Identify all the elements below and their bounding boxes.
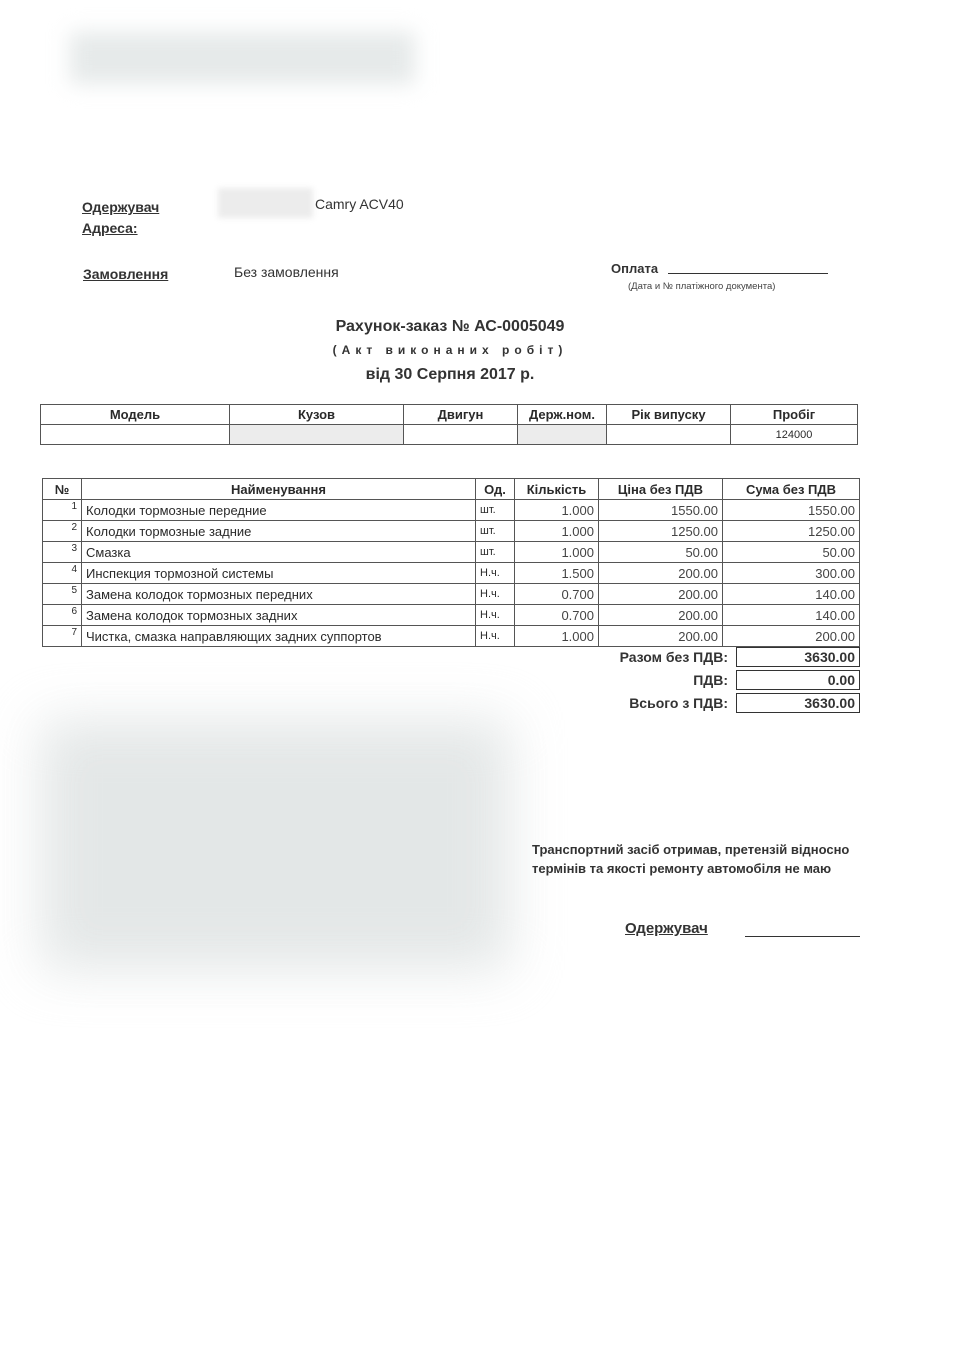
row-unit: шт.	[476, 521, 515, 542]
vehicle-header-plate: Держ.ном.	[518, 405, 607, 425]
vat-label: ПДВ:	[693, 672, 728, 688]
row-price: 1550.00	[599, 500, 723, 521]
row-unit: Н.ч.	[476, 584, 515, 605]
document-subtitle: (Акт виконаних робіт)	[332, 343, 568, 357]
document-title: Рахунок-заказ № АС-0005049	[335, 318, 565, 335]
row-number: 3	[43, 542, 82, 563]
order-value: Без замовлення	[234, 264, 339, 280]
row-sum: 50.00	[723, 542, 860, 563]
row-number: 4	[43, 563, 82, 584]
row-price: 50.00	[599, 542, 723, 563]
payment-line	[668, 273, 828, 274]
table-row	[43, 563, 860, 584]
vehicle-header-year: Рік випуску	[607, 405, 731, 425]
items-header-name: Найменування	[82, 479, 476, 500]
table-row	[43, 500, 860, 521]
redacted-header-block	[70, 32, 415, 84]
row-number: 1	[43, 500, 82, 521]
row-unit: Н.ч.	[476, 626, 515, 647]
recipient-label: Одержувач	[82, 199, 160, 215]
order-label: Замовлення	[83, 266, 169, 282]
row-sum: 140.00	[723, 605, 860, 626]
vehicle-year-cell	[607, 425, 731, 445]
row-name: Замена колодок тормозных передних	[82, 584, 476, 605]
row-price: 200.00	[599, 626, 723, 647]
items-header-number: №	[43, 479, 82, 500]
vehicle-header-engine: Двигун	[404, 405, 518, 425]
row-qty: 0.700	[515, 584, 599, 605]
vehicle-table	[40, 404, 858, 445]
row-number: 7	[43, 626, 82, 647]
vehicle-header-mileage: Пробіг	[731, 405, 858, 425]
vehicle-header-body: Кузов	[230, 405, 404, 425]
document-date: від 30 Серпня 2017 р.	[365, 366, 535, 383]
row-qty: 1.000	[515, 521, 599, 542]
total-label: Всього з ПДВ:	[629, 695, 728, 711]
table-row	[43, 521, 860, 542]
table-row	[43, 605, 860, 626]
items-table	[42, 478, 860, 647]
row-name: Смазка	[82, 542, 476, 563]
row-price: 200.00	[599, 605, 723, 626]
row-number: 2	[43, 521, 82, 542]
row-unit: шт.	[476, 500, 515, 521]
items-header-unit: Од.	[476, 479, 515, 500]
row-sum: 1550.00	[723, 500, 860, 521]
subtotal-value: 3630.00	[736, 647, 860, 667]
table-row	[43, 584, 860, 605]
row-price: 200.00	[599, 584, 723, 605]
row-unit: шт.	[476, 542, 515, 563]
signature-label: Одержувач	[625, 920, 708, 937]
acknowledgement-text: Транспортний засіб отримав, претензій відносно термінів та якості ремонту автомобіля не маю	[532, 842, 850, 876]
row-qty: 1.000	[515, 626, 599, 647]
row-number: 6	[43, 605, 82, 626]
total-value: 3630.00	[736, 693, 860, 713]
row-unit: Н.ч.	[476, 605, 515, 626]
row-qty: 1.000	[515, 500, 599, 521]
vat-value: 0.00	[736, 670, 860, 690]
row-price: 1250.00	[599, 521, 723, 542]
signature-line	[745, 936, 860, 937]
payment-note: (Дата и № платіжного документа)	[628, 281, 776, 292]
vehicle-body-cell	[230, 425, 404, 445]
row-sum: 200.00	[723, 626, 860, 647]
row-price: 200.00	[599, 563, 723, 584]
row-name: Колодки тормозные передние	[82, 500, 476, 521]
vehicle-model-cell	[41, 425, 230, 445]
row-qty: 1.000	[515, 542, 599, 563]
row-name: Колодки тормозные задние	[82, 521, 476, 542]
vehicle-header-model: Модель	[41, 405, 230, 425]
vehicle-engine-cell	[404, 425, 518, 445]
items-header-price: Ціна без ПДВ	[599, 479, 723, 500]
redacted-recipient-name	[218, 188, 313, 218]
row-qty: 0.700	[515, 605, 599, 626]
subtotal-label: Разом без ПДВ:	[619, 649, 728, 665]
address-label: Адреса:	[82, 220, 138, 236]
items-header-qty: Кількість	[515, 479, 599, 500]
vehicle-mileage-cell: 124000	[731, 425, 858, 445]
payment-label: Оплата	[611, 261, 659, 276]
row-name: Инспекция тормозной системы	[82, 563, 476, 584]
row-number: 5	[43, 584, 82, 605]
row-unit: Н.ч.	[476, 563, 515, 584]
row-qty: 1.500	[515, 563, 599, 584]
row-sum: 140.00	[723, 584, 860, 605]
table-row	[43, 542, 860, 563]
recipient-value: Camry ACV40	[315, 196, 404, 212]
row-sum: 1250.00	[723, 521, 860, 542]
row-name: Замена колодок тормозных задних	[82, 605, 476, 626]
redacted-stamp-area	[40, 720, 510, 970]
items-header-sum: Сума без ПДВ	[723, 479, 860, 500]
vehicle-plate-cell	[518, 425, 607, 445]
row-sum: 300.00	[723, 563, 860, 584]
row-name: Чистка, смазка направляющих задних суппортов	[82, 626, 476, 647]
table-row	[43, 626, 860, 647]
